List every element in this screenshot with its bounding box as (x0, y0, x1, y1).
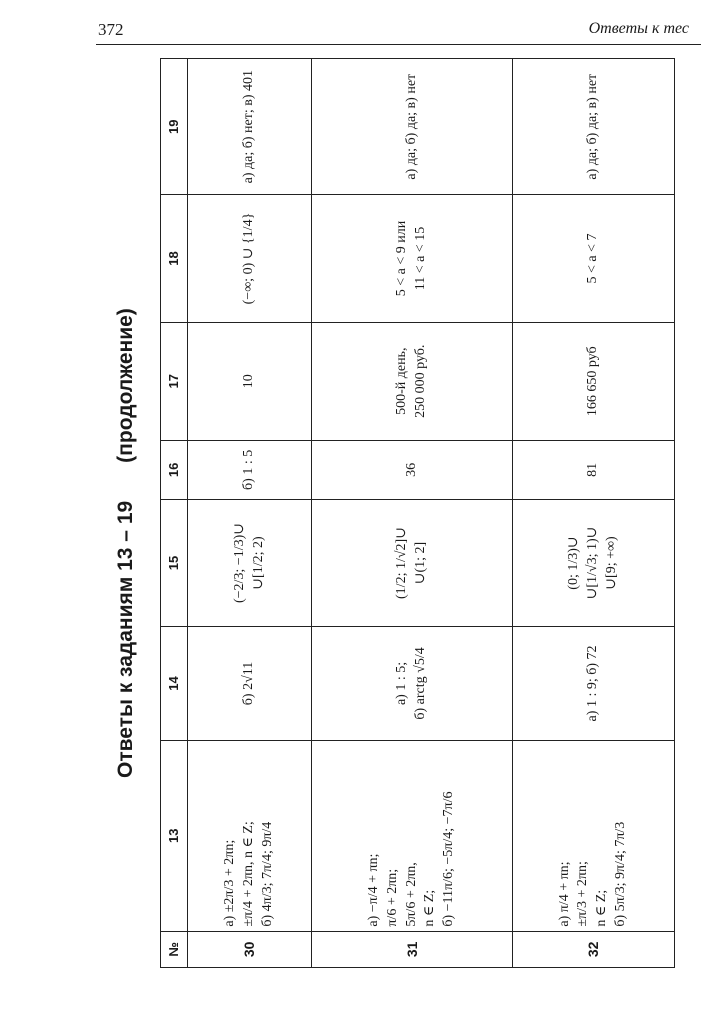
answer-line: 10 (241, 374, 257, 389)
answer-cell-14 (512, 627, 674, 741)
answer-cell-16 (312, 440, 512, 499)
answers-table-wrapper (160, 58, 675, 968)
column-header-number: № (161, 931, 188, 967)
answer-cell-13 (312, 740, 512, 931)
answer-cell-15 (188, 499, 312, 626)
table-row (188, 59, 312, 968)
answer-cell-14 (312, 627, 512, 741)
running-title: Ответы к тес (588, 20, 689, 37)
answer-line: б) 1 : 5 (241, 449, 257, 490)
answer-line: а) −π/4 + πn; (365, 853, 381, 927)
answer-line: б) 4π/3; 7π/4; 9π/4 (260, 821, 276, 927)
answer-line: n ∈ Z; (594, 889, 610, 927)
answer-line: 250 000 руб. (412, 344, 428, 418)
section-title-continued: (продолжение) (114, 308, 137, 463)
answer-line: 5 < a < 9 или (394, 220, 410, 297)
answer-line: а) 1 : 5; (394, 661, 410, 706)
answer-line: π/6 + 2πn; (384, 868, 400, 927)
column-header-16: 16 (161, 440, 188, 499)
answer-line: а) да; б) нет; в) 401 (241, 70, 257, 184)
table-row (512, 59, 674, 968)
answer-cell-19 (188, 59, 312, 195)
answer-line: а) 1 : 9; б) 72 (584, 645, 600, 722)
answer-line: 11 < a < 15 (412, 226, 428, 291)
answer-line: а) ±2π/3 + 2πn; (222, 839, 238, 927)
answer-line: ∪[1/√3; 1)∪ (584, 526, 600, 600)
answer-line: 500-й день, (394, 347, 410, 415)
answers-table (160, 58, 675, 968)
column-header-14: 14 (161, 627, 188, 741)
answer-line: б) arctg √5/4 (412, 647, 428, 720)
answer-cell-19 (512, 59, 674, 195)
table-row (312, 59, 512, 968)
row-number: 30 (188, 931, 312, 967)
answer-line: 36 (403, 462, 419, 477)
column-header-18: 18 (161, 195, 188, 322)
row-number: 32 (512, 931, 674, 967)
answer-cell-19 (312, 59, 512, 195)
header-row (161, 59, 188, 968)
answer-line: (0; 1/3)∪ (565, 536, 581, 590)
answer-line: ±π/4 + 2πn, n ∈ Z; (241, 821, 257, 927)
answer-cell-18 (312, 195, 512, 322)
answer-line: ±π/3 + 2πn; (575, 861, 591, 927)
answer-cell-17 (188, 322, 312, 440)
answer-cell-15 (512, 499, 674, 626)
section-title-main: Ответы к заданиям 13 – 19 (114, 500, 137, 778)
column-header-15: 15 (161, 499, 188, 626)
answer-line: а) да; б) да; в) нет (584, 73, 600, 180)
section-title (114, 308, 138, 778)
answer-cell-14 (188, 627, 312, 741)
answer-line: б) −11π/6; −5π/4; −7π/6 (441, 791, 457, 927)
answer-line: ∪[1/2; 2) (250, 536, 266, 590)
row-number: 31 (312, 931, 512, 967)
answer-line: 5π/6 + 2πn, (403, 862, 419, 927)
answer-cell-16 (512, 440, 674, 499)
column-header-19: 19 (161, 59, 188, 195)
answer-line: (1/2; 1/√2]∪ (394, 527, 410, 599)
answer-cell-16 (188, 440, 312, 499)
answer-line: n ∈ Z; (422, 889, 438, 927)
answer-line: б) 2√11 (241, 661, 257, 706)
answer-line: а) π/4 + πn; (556, 861, 572, 927)
answer-cell-18 (512, 195, 674, 322)
answer-line: (−∞; 0) ∪ {1/4} (241, 212, 257, 305)
answer-line: (−2/3; −1/3)∪ (231, 523, 247, 604)
answer-line: а) да; б) да; в) нет (403, 73, 419, 180)
column-header-17: 17 (161, 322, 188, 440)
answer-cell-18 (188, 195, 312, 322)
page-number: 372 (98, 20, 124, 39)
answer-line: 166 650 руб (584, 346, 600, 417)
answer-cell-13 (512, 740, 674, 931)
answer-line: ∪(1; 2] (412, 541, 428, 585)
answer-line: 5 < a < 7 (584, 233, 600, 284)
answer-line: ∪[9; +∞) (603, 536, 619, 590)
column-header-13: 13 (161, 740, 188, 931)
answer-cell-17 (312, 322, 512, 440)
answer-cell-17 (512, 322, 674, 440)
answer-cell-13 (188, 740, 312, 931)
header-rule (96, 44, 701, 45)
answer-cell-15 (312, 499, 512, 626)
answer-line: б) 5π/3; 9π/4; 7π/3 (613, 821, 629, 927)
answer-line: 81 (584, 462, 600, 477)
table-body (188, 59, 675, 968)
